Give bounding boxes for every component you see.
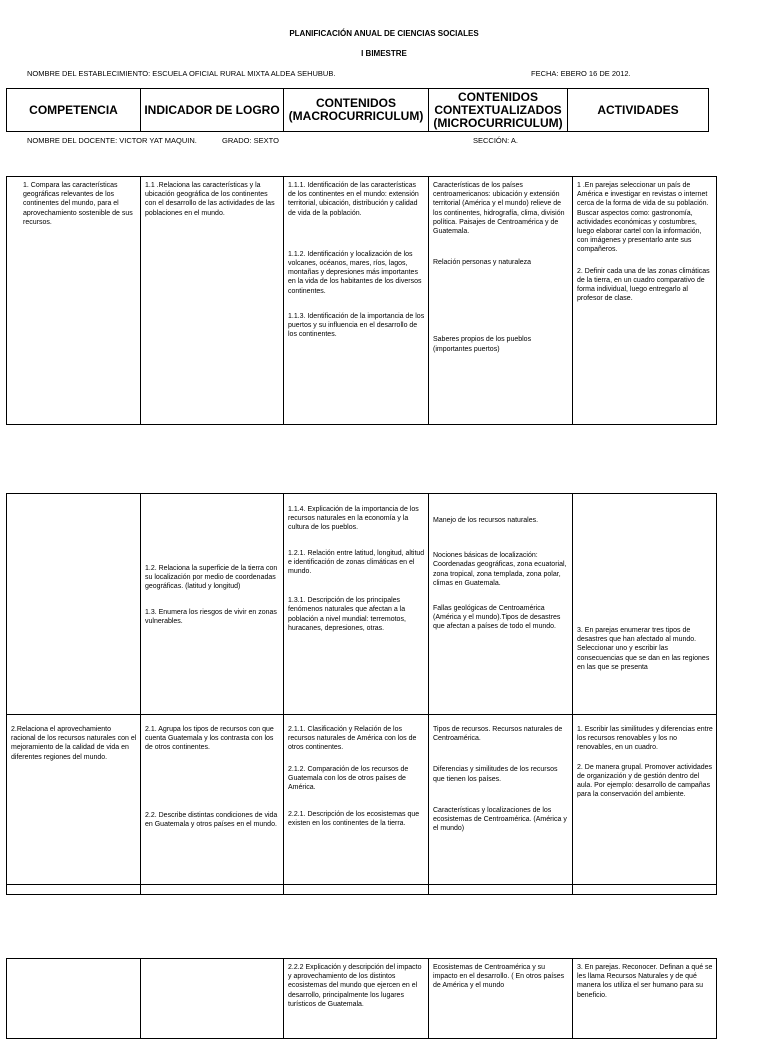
table-row — [7, 885, 717, 895]
macro-2-2-2: 2.2.2 Explicación y descripción del impacto y aprovechamiento de los distintos ecosistemas del mundo que ejercen en el desarrollo, principalmente los lugares turísticos de Guatemala. — [288, 964, 422, 1008]
teacher-name: NOMBRE DEL DOCENTE: VICTOR YAT MAQUIN. — [27, 136, 197, 145]
micro-1b: Relación personas y naturaleza — [433, 259, 532, 267]
actividad-1-1: 1 .En parejas seleccionar un país de América e investigar en revistas o internet cerca de la forma de vida de su población. Buscar aspectos como: gastronomía, actividades económicas y costumbres, luego elaborar cartel con la información, con imágenes y presentarlo ante sus compañeros. — [577, 182, 709, 254]
micro-3a: Tipos de recursos. Recursos naturales de Centroamérica. — [433, 726, 563, 743]
table-row — [7, 715, 717, 885]
micro-2c: Fallas geológicas de Centroamérica (América y el mundo).Tipos de desastres que afectan a países de todo el mundo. — [433, 605, 561, 631]
col-contenidos-macro — [284, 89, 429, 131]
competencia-cell — [7, 959, 141, 1039]
empty-cell — [7, 885, 141, 895]
actividades-cell — [573, 715, 717, 885]
actividades-cell — [573, 177, 717, 425]
competencia-1: 1. Compara las características geográficas relevantes de los continentes del mundo, para el aprovechamiento sostenible de sus recursos. — [23, 182, 133, 226]
empty-cell — [141, 885, 284, 895]
macro-1-1-1: 1.1.1. Identificación de las características de los continentes en el mundo: extensión territorial, ubicación, distribución y calidad de vida de la población. — [288, 182, 419, 217]
table-row — [7, 959, 717, 1039]
empty-cell — [429, 885, 573, 895]
micro-cell — [429, 177, 573, 425]
plan-table-2 — [6, 493, 717, 895]
micro-cell — [429, 494, 573, 715]
macro-2-1-1: 2.1.1. Clasificación y Relación de los recursos naturales de América con los de otros continentes. — [288, 726, 417, 752]
table-row — [7, 494, 717, 715]
column-header-row — [6, 88, 709, 132]
micro-3c: Características y localizaciones de los ecosistemas de Centroamérica. (América y el mundo) — [433, 806, 567, 833]
actividades-cell — [573, 959, 717, 1039]
indicador-2-2: 2.2. Describe distintas condiciones de vida en Guatemala y otros países en el mundo. — [145, 811, 278, 828]
actividades-cell — [573, 494, 717, 715]
date-label: FECHA: EBERO 16 DE 2012. — [531, 69, 631, 78]
actividad-2-3: 3. En parejas. Reconocer. Definan a qué se les llama Recursos Naturales y de qué manera los utiliza el ser humano para su beneficio. — [577, 964, 713, 999]
indicador-1-2: 1.2. Relaciona la superficie de la tierra con su localización por medio de coordenadas geográficas. (latitud y longitud) — [145, 565, 278, 591]
macro-1-1-2: 1.1.2. Identificación y localización de los volcanes, océanos, mares, ríos, lagos, montañas y depresiones más importantes en la vida de los habitantes de los diversos continentes. — [288, 250, 422, 295]
micro-2b: Nociones básicas de localización: Coordenadas geográficas, zona ecuatorial, zona tropical, zona templada, zona polar, climas en Guatemala. — [433, 552, 567, 587]
indicador-cell — [141, 715, 284, 885]
macro-1-2-1: 1.2.1. Relación entre latitud, longitud, altitud e identificación de zonas climáticas en el mundo. — [288, 549, 425, 576]
indicador-2-1: 2.1. Agrupa los tipos de recursos con que cuenta Guatemala y los contrasta con los de otros continentes. — [145, 726, 274, 752]
col-contenidos-micro-line2: CONTEXTUALIZADOS — [434, 102, 562, 117]
col-contenidos-macro-line1: CONTENIDOS — [315, 96, 396, 110]
micro-4a: Ecosistemas de Centroamérica y su impacto en el desarrollo. ( En otros países de América y el mundo — [433, 964, 565, 990]
grade-label: GRADO: SEXTO — [222, 136, 279, 145]
indicador-cell — [141, 177, 284, 425]
indicador-cell — [141, 494, 284, 715]
col-indicador: INDICADOR DE LOGRO — [141, 89, 284, 131]
micro-1c: Saberes propios de los pueblos (importantes puertos) — [433, 336, 532, 353]
actividad-2-2: 2. De manera grupal. Promover actividades de organización y de gestión dentro del aula. Por ejemplo: desarrollo de campañas para la conservación del ambiente. — [577, 763, 713, 799]
plan-table-1 — [6, 176, 717, 425]
actividad-1-3: 3. En parejas enumerar tres tipos de desastres que han afectado al mundo. Seleccionar uno y escribir las consecuencias que se dan en las regiones en las que se presenta — [577, 627, 710, 671]
micro-cell — [429, 959, 573, 1039]
competencia-cell — [7, 177, 141, 425]
macro-1-1-4: 1.1.4. Explicación de la importancia de los recursos naturales en la economía y la cultura de los pueblos. — [288, 506, 419, 532]
macro-1-3-1: 1.3.1. Descripción de los principales fenómenos naturales que afectan a la población a nivel mundial: terremotos, huracanes, depresiones, otras. — [288, 597, 406, 632]
col-contenidos-macro-line2: (MACROCURRICULUM) — [288, 109, 424, 123]
macro-cell — [284, 177, 429, 425]
indicador-1-1: 1.1 .Relaciona las características y la ubicación geográfica de los continentes con el desarrollo de las actividades de las poblaciones en el mundo. — [145, 182, 275, 217]
document-title: PLANIFICACIÓN ANUAL DE CIENCIAS SOCIALES — [289, 29, 479, 38]
section-label: SECCIÓN: A. — [473, 136, 519, 145]
micro-2a: Manejo de los recursos naturales. — [433, 517, 539, 524]
macro-cell — [284, 715, 429, 885]
empty-cell — [573, 885, 717, 895]
micro-1a: Características de los países centroamericanos: ubicación y extensión territorial (América y el mundo) relieve de los continentes, hidrografía, clima, división política. Paisajes de Centroamérica y de Guatemala. — [433, 182, 565, 236]
micro-cell — [429, 715, 573, 885]
col-contenidos-micro-line1: CONTENIDOS — [457, 89, 538, 104]
bimestre-label: I BIMESTRE — [361, 49, 407, 58]
col-actividades: ACTIVIDADES — [597, 102, 679, 117]
empty-cell — [284, 885, 429, 895]
actividad-2-1: 1. Escribir las similitudes y diferencias entre los recursos renovables y los no renovables, en un cuadro. — [577, 726, 713, 752]
competencia-cell — [7, 715, 141, 885]
plan-table-3 — [6, 958, 717, 1039]
competencia-cell — [7, 494, 141, 715]
table-row — [7, 177, 717, 425]
col-contenidos-micro — [429, 89, 568, 131]
col-competencia: COMPETENCIA — [7, 89, 141, 131]
school-name: NOMBRE DEL ESTABLECIMIENTO: ESCUELA OFICIAL RURAL MIXTA ALDEA SEHUBUB. — [27, 69, 336, 78]
indicador-cell — [141, 959, 284, 1039]
macro-cell — [284, 959, 429, 1039]
col-contenidos-micro-line3: (MICROCURRICULUM) — [433, 115, 563, 130]
macro-1-1-3: 1.1.3. Identificación de la importancia de los puertos y su influencia en el desarrollo de los continentes. — [288, 312, 425, 339]
macro-cell — [284, 494, 429, 715]
actividad-1-2: 2. Definir cada una de las zonas climáticas de la tierra, en un cuadro comparativo de forma individual, luego entregarlo al profesor de clase. — [577, 267, 710, 303]
indicador-1-3: 1.3. Enumera los riesgos de vivir en zonas vulnerables. — [145, 608, 277, 625]
micro-3b: Diferencias y similitudes de los recursos que tienen los países. — [433, 766, 558, 783]
macro-2-2-1: 2.2.1. Descripción de los ecosistemas que existen en los continentes de la tierra. — [288, 811, 420, 828]
competencia-2: 2.Relaciona el aprovechamiento racional de los recursos naturales con el mejoramiento de la calidad de vida en diferentes regiones del mundo. — [11, 726, 137, 761]
macro-2-1-2: 2.1.2. Comparación de los recursos de Guatemala con los de otros países de América. — [288, 765, 409, 792]
